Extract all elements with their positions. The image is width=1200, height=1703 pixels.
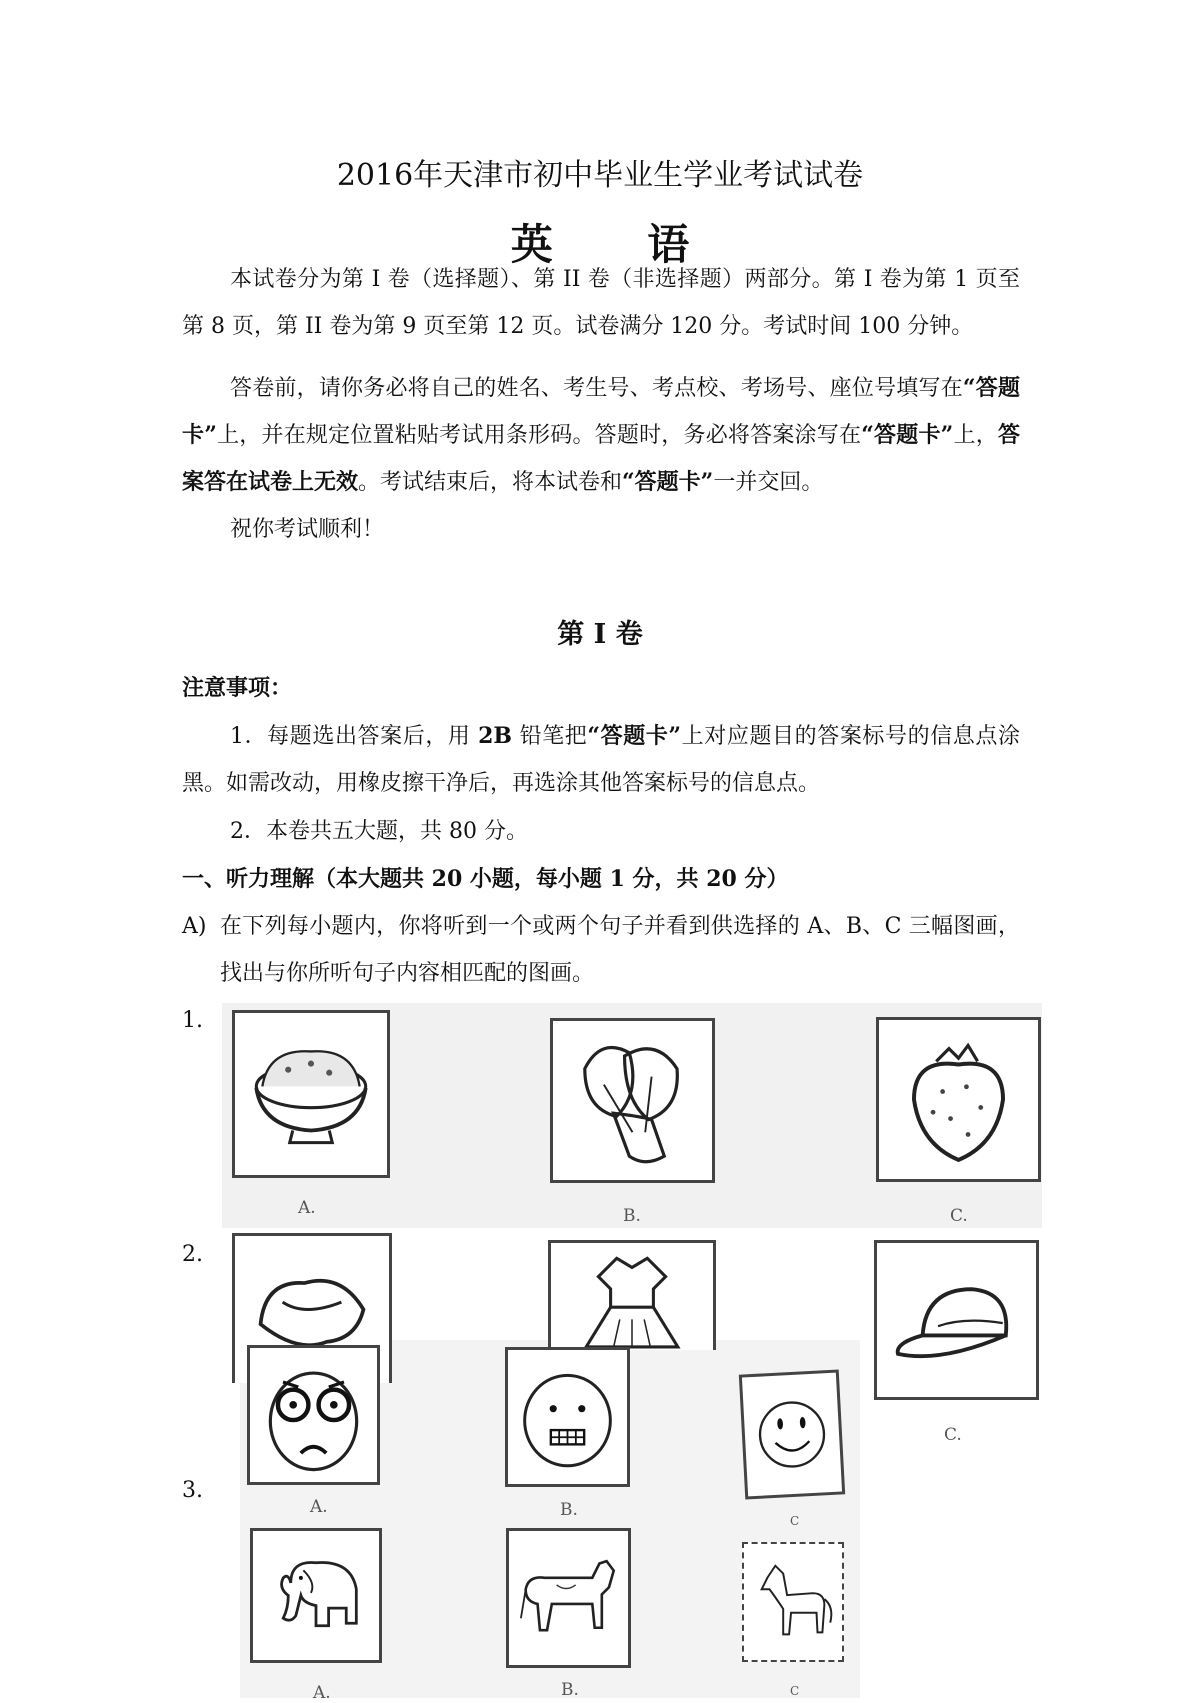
cow-icon [509,1531,628,1665]
intro-paragraph-2: 答卷前，请你务必将自己的姓名、考生号、考点校、考场号、座位号填写在“答题卡”上，并在规定位置粘贴考试用条形码。答题时，务必将答案涂写在“答题卡”上，答案答在试卷上无效。考试结束后，将本试卷和“答题卡”一并交回。 [182,375,1020,495]
option-picture[interactable] [232,1010,390,1178]
option-picture[interactable] [874,1240,1039,1400]
horse-icon [744,1544,842,1660]
strawberry-icon [879,1020,1038,1179]
option-label: C. [950,1206,968,1226]
part-a-instruction: A) 在下列每小题内，你将听到一个或两个句子并看到供选择的 A、B、C 三幅图画，找出与你所听句子内容相匹配的图画。 [182,914,1020,986]
option-picture[interactable] [742,1542,844,1662]
cabbage-icon [553,1021,712,1180]
intro-paragraph-1: 本试卷分为第 I 卷（选择题）、第 II 卷（非选择题）两部分。第 I 卷为第 1 页至第 8 页，第 II 卷为第 9 页至第 12 页。试卷满分 120 分。考试时间 100 分钟。 [182,267,1020,339]
notice-item-2: 2．本卷共五大题，共 80 分。 [230,819,528,844]
sad-face-icon [250,1348,377,1482]
option-picture[interactable] [548,1240,716,1350]
option-label: A. [310,1497,328,1517]
section-title: 第 I 卷 [557,619,643,650]
option-picture[interactable] [250,1528,382,1663]
intro-paragraph-3: 祝你考试顺利！ [230,517,385,542]
question-number: 1. [182,1008,203,1033]
dress-icon [551,1243,713,1350]
option-picture[interactable] [739,1369,845,1499]
notice-item-1: 1．每题选出答案后，用 2B 铅笔把“答题卡”上对应题目的答案标号的信息点涂黑。如需改动，用橡皮擦干净后，再选涂其他答案标号的信息点。 [182,723,1020,796]
option-label: C [790,1684,800,1698]
option-label: A. [313,1683,331,1703]
option-label: B. [560,1500,578,1520]
question-number: 3. [182,1478,203,1503]
rice-bowl-icon [235,1013,387,1175]
part-one-heading: 一、听力理解（本大题共 20 小题，每小题 1 分，共 20 分） [182,866,789,892]
option-label: C [790,1514,800,1528]
page-title: 2016年天津市初中毕业生学业考试试卷 [336,158,864,193]
option-label: B. [561,1680,579,1700]
notice-heading: 注意事项： [182,675,293,701]
cap-icon [877,1243,1036,1397]
option-picture[interactable] [505,1347,630,1487]
option-picture[interactable] [550,1018,715,1183]
option-picture[interactable] [506,1528,631,1668]
scared-face-icon [508,1350,627,1484]
elephant-icon [253,1531,379,1660]
smiley-face-icon [742,1373,842,1497]
option-picture[interactable] [247,1345,380,1485]
subject-title: 英 语 [510,220,730,269]
question-number: 2. [182,1242,203,1267]
option-picture[interactable] [876,1017,1041,1182]
option-label: A. [298,1198,316,1218]
option-label: B. [623,1206,641,1226]
option-label: C. [944,1425,962,1445]
